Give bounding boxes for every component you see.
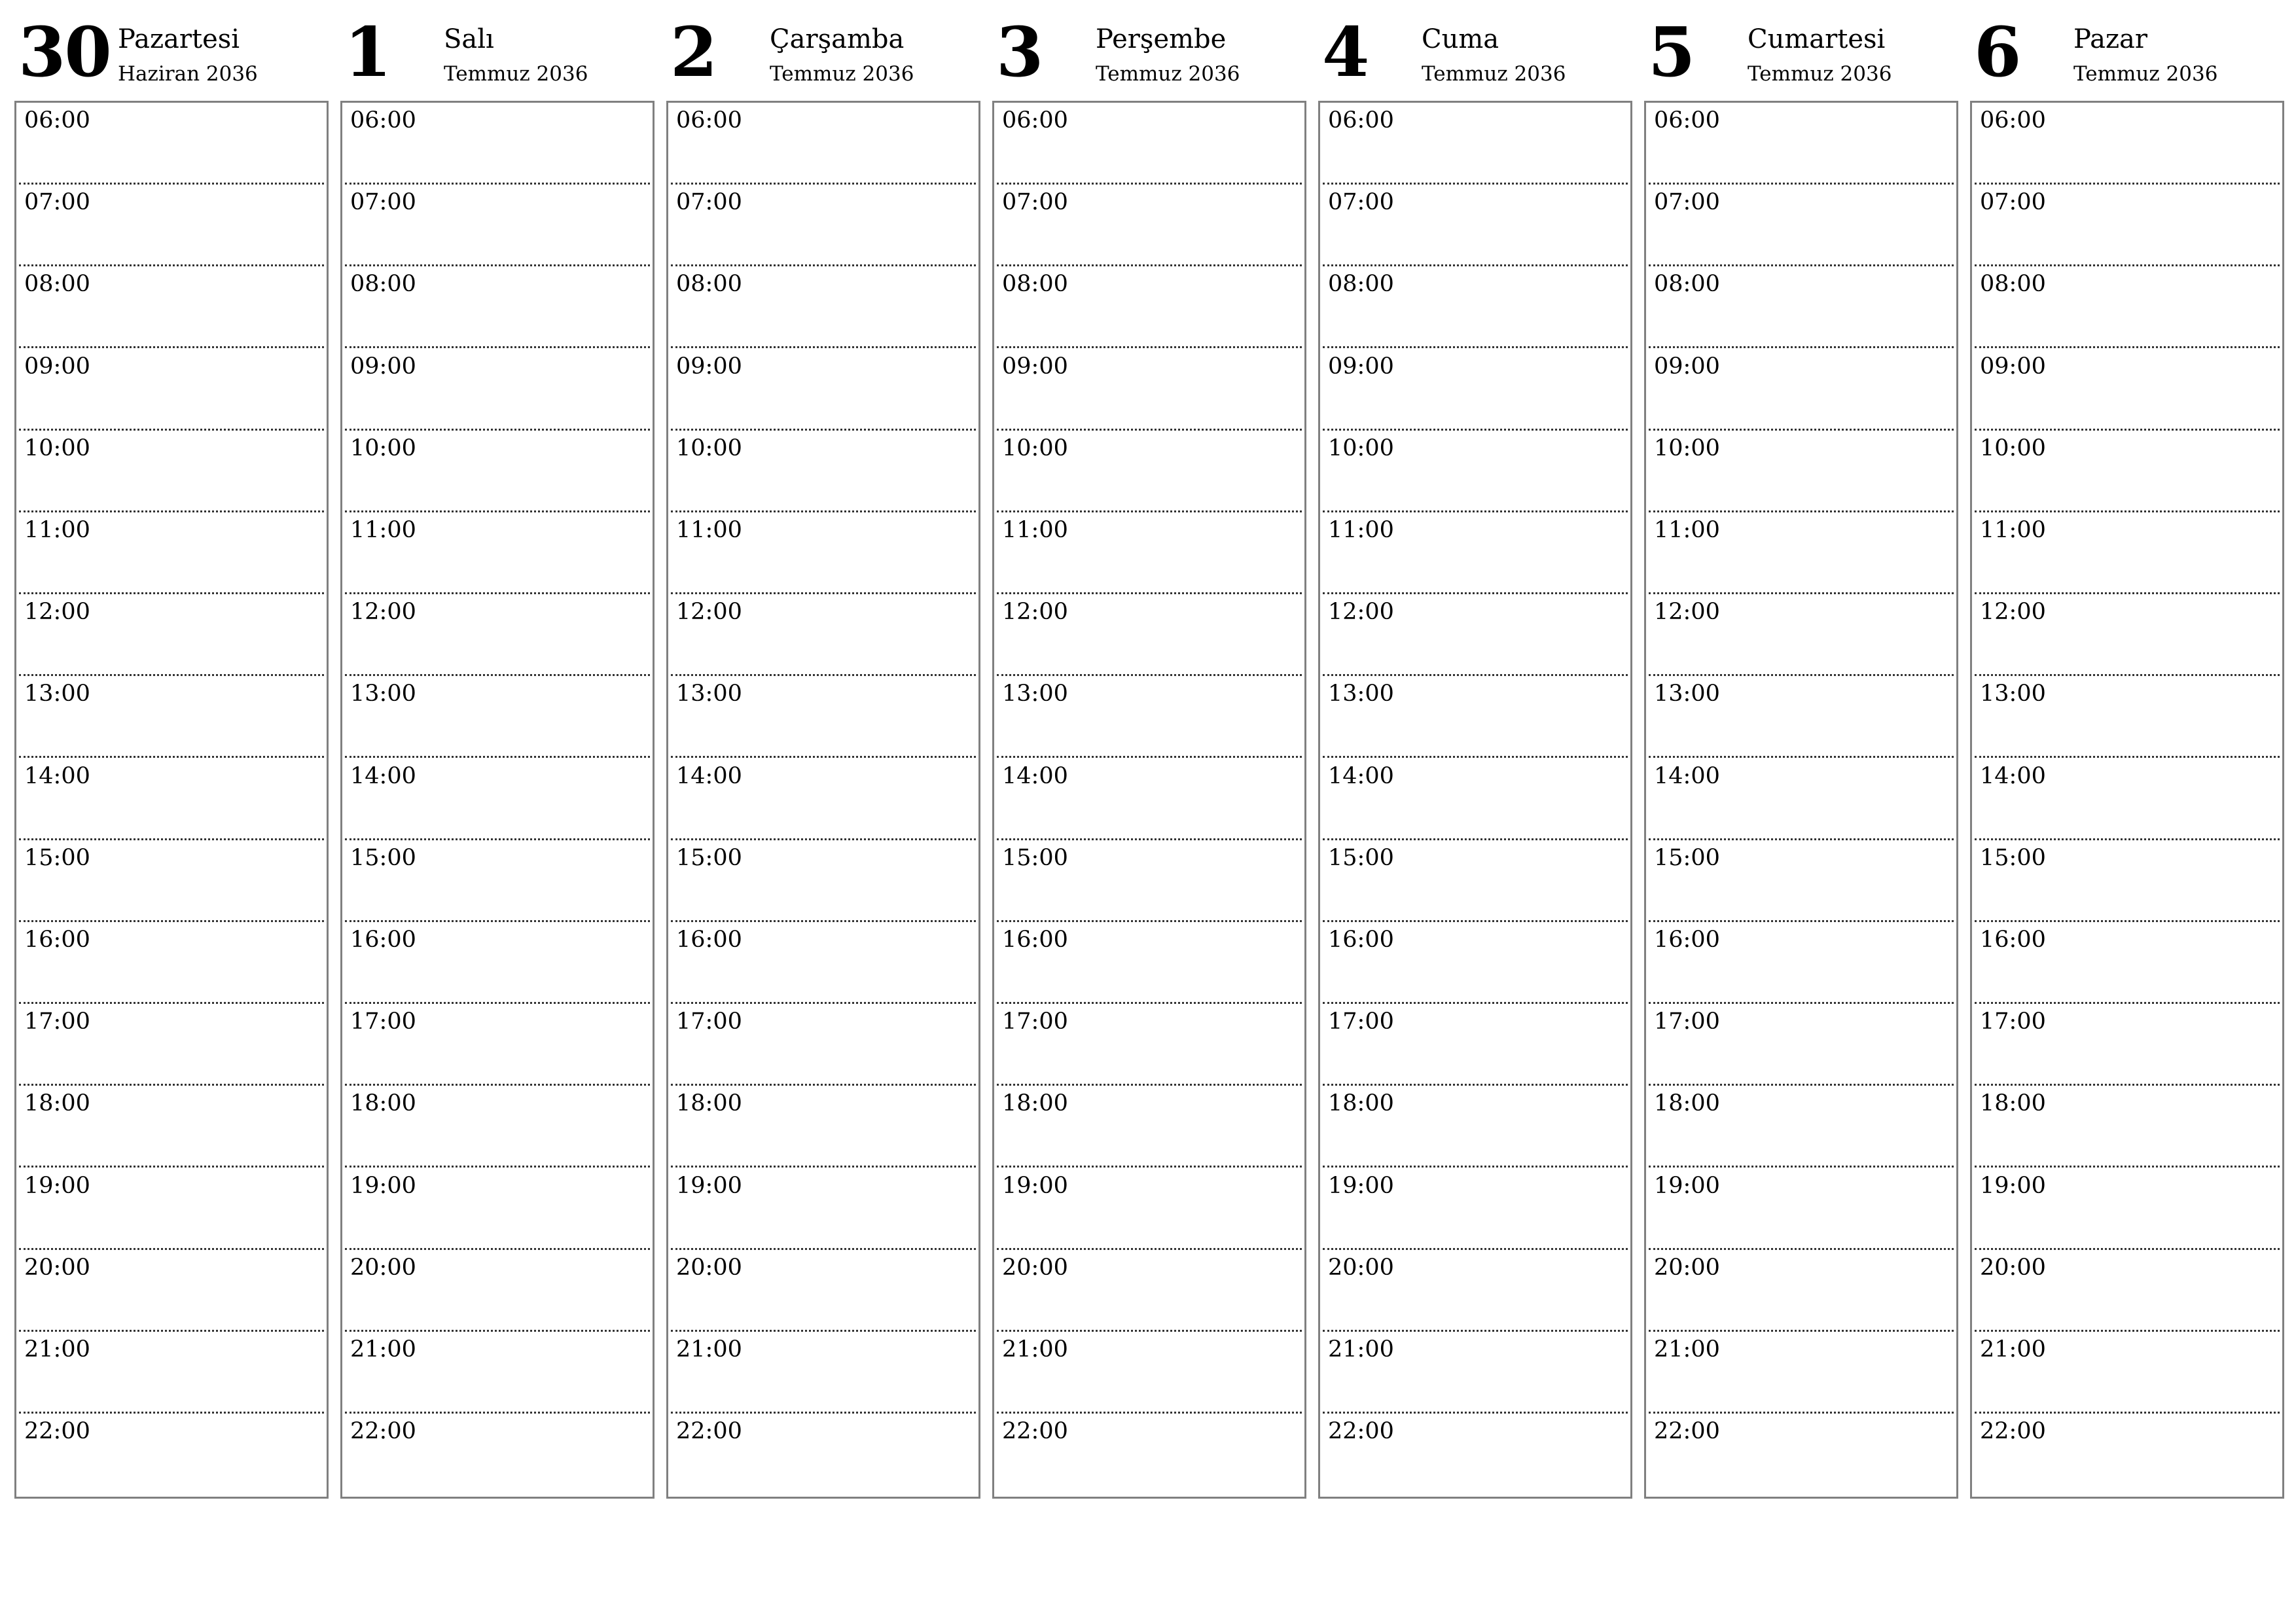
day-month-year: Temmuz 2036 — [1096, 62, 1240, 86]
time-slot[interactable] — [1972, 1004, 2282, 1086]
time-slot[interactable] — [1320, 1168, 1630, 1250]
day-schedule-box — [1644, 101, 1958, 1499]
time-slot[interactable] — [1972, 1332, 2282, 1414]
time-slot[interactable] — [1972, 1414, 2282, 1495]
time-slot[interactable] — [1320, 1004, 1630, 1086]
time-label: 17:00 — [24, 1008, 90, 1035]
time-slot[interactable] — [668, 676, 978, 758]
time-label: 17:00 — [1654, 1008, 1720, 1035]
time-slot[interactable] — [342, 1168, 653, 1250]
time-label: 14:00 — [24, 762, 90, 789]
time-slot[interactable] — [16, 922, 327, 1004]
time-label: 12:00 — [676, 599, 742, 626]
day-name: Cumartesi — [1748, 24, 1886, 54]
time-label: 15:00 — [1654, 844, 1720, 871]
time-slot[interactable] — [16, 1004, 327, 1086]
time-slot[interactable] — [994, 1168, 1304, 1250]
day-column — [340, 0, 653, 1500]
time-label: 06:00 — [24, 107, 90, 134]
time-label: 21:00 — [1002, 1336, 1068, 1363]
time-slot[interactable] — [668, 266, 978, 348]
time-label: 08:00 — [1980, 271, 2046, 298]
time-slot[interactable] — [668, 922, 978, 1004]
time-slot[interactable] — [1646, 922, 1956, 1004]
time-slot[interactable] — [994, 676, 1304, 758]
time-label: 20:00 — [1002, 1254, 1068, 1281]
time-label: 16:00 — [350, 927, 416, 953]
time-label: 22:00 — [350, 1418, 416, 1445]
time-label: 12:00 — [1328, 599, 1394, 626]
time-slot[interactable] — [16, 676, 327, 758]
time-label: 21:00 — [350, 1336, 416, 1363]
day-month-year: Temmuz 2036 — [770, 62, 914, 86]
time-slot[interactable] — [342, 103, 653, 185]
day-column — [1318, 0, 1631, 1500]
day-header — [1970, 0, 2283, 98]
time-slot[interactable] — [1972, 758, 2282, 840]
time-slot[interactable] — [16, 1086, 327, 1168]
time-label: 13:00 — [1328, 681, 1394, 707]
time-slot[interactable] — [1320, 840, 1630, 922]
time-slot[interactable] — [1972, 185, 2282, 266]
time-label: 22:00 — [1654, 1418, 1720, 1445]
time-label: 18:00 — [350, 1090, 416, 1117]
time-slot[interactable] — [668, 1250, 978, 1332]
time-label: 21:00 — [24, 1336, 90, 1363]
day-column — [992, 0, 1305, 1500]
time-label: 19:00 — [1002, 1172, 1068, 1199]
time-slot[interactable] — [1972, 922, 2282, 1004]
time-slot[interactable] — [994, 1086, 1304, 1168]
day-schedule-box — [340, 101, 655, 1499]
time-label: 22:00 — [1328, 1418, 1394, 1445]
time-label: 19:00 — [676, 1172, 742, 1199]
time-label: 16:00 — [24, 927, 90, 953]
time-label: 12:00 — [1002, 599, 1068, 626]
time-label: 13:00 — [1654, 681, 1720, 707]
time-slot[interactable] — [1972, 103, 2282, 185]
time-slot[interactable] — [1972, 349, 2282, 431]
time-slot[interactable] — [16, 1414, 327, 1495]
time-slot[interactable] — [16, 431, 327, 512]
time-label: 08:00 — [1328, 271, 1394, 298]
time-label: 16:00 — [1654, 927, 1720, 953]
day-schedule-box — [14, 101, 329, 1499]
day-name: Perşembe — [1096, 24, 1227, 54]
time-slot[interactable] — [1972, 676, 2282, 758]
time-slot[interactable] — [994, 185, 1304, 266]
time-slot[interactable] — [668, 758, 978, 840]
time-label: 08:00 — [1002, 271, 1068, 298]
day-header — [666, 0, 979, 98]
time-label: 19:00 — [350, 1172, 416, 1199]
time-label: 12:00 — [1980, 599, 2046, 626]
time-slot[interactable] — [342, 512, 653, 594]
time-label: 07:00 — [1654, 189, 1720, 216]
time-label: 14:00 — [1654, 762, 1720, 789]
time-slot[interactable] — [668, 840, 978, 922]
day-column — [14, 0, 327, 1500]
time-label: 06:00 — [1980, 107, 2046, 134]
time-label: 15:00 — [676, 844, 742, 871]
time-slot[interactable] — [668, 1168, 978, 1250]
day-column — [1970, 0, 2283, 1500]
time-slot[interactable] — [1320, 1250, 1630, 1332]
time-slot[interactable] — [668, 1004, 978, 1086]
time-label: 12:00 — [350, 599, 416, 626]
time-slot[interactable] — [342, 676, 653, 758]
day-header — [14, 0, 327, 98]
time-slot[interactable] — [342, 431, 653, 512]
time-label: 18:00 — [1002, 1090, 1068, 1117]
time-slot[interactable] — [1646, 512, 1956, 594]
day-month-year: Haziran 2036 — [118, 62, 258, 86]
time-label: 15:00 — [24, 844, 90, 871]
time-slot[interactable] — [1320, 1086, 1630, 1168]
day-month-year: Temmuz 2036 — [2073, 62, 2218, 86]
time-label: 10:00 — [1654, 435, 1720, 461]
time-slot[interactable] — [1646, 1168, 1956, 1250]
time-label: 06:00 — [1002, 107, 1068, 134]
time-label: 07:00 — [1002, 189, 1068, 216]
time-label: 07:00 — [1980, 189, 2046, 216]
time-slot[interactable] — [1646, 1004, 1956, 1086]
time-label: 07:00 — [24, 189, 90, 216]
time-slot[interactable] — [668, 594, 978, 676]
time-label: 16:00 — [1002, 927, 1068, 953]
time-slot[interactable] — [1972, 1086, 2282, 1168]
day-name: Salı — [444, 24, 494, 54]
time-label: 13:00 — [24, 681, 90, 707]
time-label: 11:00 — [1980, 517, 2046, 543]
time-slot[interactable] — [668, 349, 978, 431]
time-slot[interactable] — [16, 349, 327, 431]
time-slot[interactable] — [1972, 1250, 2282, 1332]
time-slot[interactable] — [1320, 103, 1630, 185]
time-slot[interactable] — [1646, 349, 1956, 431]
time-slot[interactable] — [994, 431, 1304, 512]
time-slot[interactable] — [1646, 1086, 1956, 1168]
time-label: 11:00 — [1328, 517, 1394, 543]
day-name: Pazar — [2073, 24, 2148, 54]
time-slot[interactable] — [1320, 594, 1630, 676]
time-slot[interactable] — [342, 922, 653, 1004]
time-slot[interactable] — [342, 1332, 653, 1414]
time-slot[interactable] — [1972, 512, 2282, 594]
time-slot[interactable] — [1646, 840, 1956, 922]
time-slot[interactable] — [994, 349, 1304, 431]
time-label: 19:00 — [1980, 1172, 2046, 1199]
day-header — [1318, 0, 1631, 98]
time-label: 19:00 — [1654, 1172, 1720, 1199]
time-slot[interactable] — [1646, 758, 1956, 840]
time-slot[interactable] — [342, 349, 653, 431]
time-label: 09:00 — [1980, 353, 2046, 380]
time-label: 15:00 — [1002, 844, 1068, 871]
time-label: 17:00 — [350, 1008, 416, 1035]
time-label: 09:00 — [350, 353, 416, 380]
time-label: 10:00 — [676, 435, 742, 461]
time-slot[interactable] — [668, 1086, 978, 1168]
time-label: 07:00 — [350, 189, 416, 216]
day-number: 6 — [1974, 12, 2020, 92]
time-label: 08:00 — [24, 271, 90, 298]
time-slot[interactable] — [994, 512, 1304, 594]
time-label: 20:00 — [1980, 1254, 2046, 1281]
time-slot[interactable] — [16, 266, 327, 348]
time-label: 14:00 — [1980, 762, 2046, 789]
time-slot[interactable] — [668, 1414, 978, 1495]
day-schedule-box — [666, 101, 980, 1499]
time-slot[interactable] — [668, 431, 978, 512]
time-slot[interactable] — [994, 758, 1304, 840]
time-slot[interactable] — [668, 185, 978, 266]
time-slot[interactable] — [1972, 431, 2282, 512]
time-label: 14:00 — [1002, 762, 1068, 789]
time-label: 10:00 — [24, 435, 90, 461]
time-label: 13:00 — [350, 681, 416, 707]
time-label: 11:00 — [1654, 517, 1720, 543]
time-slot[interactable] — [1646, 1332, 1956, 1414]
day-number: 2 — [670, 12, 717, 92]
time-label: 13:00 — [676, 681, 742, 707]
time-label: 08:00 — [350, 271, 416, 298]
time-slot[interactable] — [1646, 1414, 1956, 1495]
time-slot[interactable] — [16, 1332, 327, 1414]
day-schedule-box — [1970, 101, 2284, 1499]
time-slot[interactable] — [1320, 1332, 1630, 1414]
time-slot[interactable] — [994, 103, 1304, 185]
time-slot[interactable] — [1972, 266, 2282, 348]
time-slot[interactable] — [1646, 103, 1956, 185]
time-slot[interactable] — [994, 922, 1304, 1004]
time-slot[interactable] — [16, 1250, 327, 1332]
time-slot[interactable] — [1646, 1250, 1956, 1332]
time-label: 17:00 — [1980, 1008, 2046, 1035]
time-slot[interactable] — [994, 840, 1304, 922]
time-slot[interactable] — [342, 185, 653, 266]
time-label: 06:00 — [1328, 107, 1394, 134]
time-label: 22:00 — [1002, 1418, 1068, 1445]
time-slot[interactable] — [1972, 594, 2282, 676]
time-slot[interactable] — [342, 840, 653, 922]
time-slot[interactable] — [16, 840, 327, 922]
time-label: 19:00 — [1328, 1172, 1394, 1199]
time-label: 06:00 — [350, 107, 416, 134]
time-label: 07:00 — [676, 189, 742, 216]
time-label: 12:00 — [1654, 599, 1720, 626]
day-number: 5 — [1648, 12, 1695, 92]
time-label: 09:00 — [1002, 353, 1068, 380]
time-label: 18:00 — [676, 1090, 742, 1117]
weekly-planner — [14, 0, 2288, 1505]
time-slot[interactable] — [1972, 1168, 2282, 1250]
time-label: 17:00 — [1002, 1008, 1068, 1035]
time-label: 18:00 — [1328, 1090, 1394, 1117]
time-slot[interactable] — [668, 512, 978, 594]
time-label: 08:00 — [676, 271, 742, 298]
time-label: 14:00 — [676, 762, 742, 789]
day-name: Pazartesi — [118, 24, 240, 54]
time-label: 20:00 — [676, 1254, 742, 1281]
time-slot[interactable] — [1320, 922, 1630, 1004]
time-label: 13:00 — [1980, 681, 2046, 707]
day-name: Cuma — [1422, 24, 1499, 54]
time-slot[interactable] — [994, 1414, 1304, 1495]
time-label: 06:00 — [676, 107, 742, 134]
time-slot[interactable] — [1646, 594, 1956, 676]
time-label: 11:00 — [676, 517, 742, 543]
time-slot[interactable] — [16, 185, 327, 266]
time-slot[interactable] — [994, 1332, 1304, 1414]
time-slot[interactable] — [16, 103, 327, 185]
time-label: 20:00 — [1328, 1254, 1394, 1281]
time-slot[interactable] — [1646, 431, 1956, 512]
time-label: 07:00 — [1328, 189, 1394, 216]
time-label: 17:00 — [1328, 1008, 1394, 1035]
time-slot[interactable] — [668, 1332, 978, 1414]
time-label: 21:00 — [676, 1336, 742, 1363]
time-slot[interactable] — [1320, 185, 1630, 266]
time-label: 22:00 — [676, 1418, 742, 1445]
time-label: 16:00 — [1328, 927, 1394, 953]
time-label: 20:00 — [350, 1254, 416, 1281]
day-name: Çarşamba — [770, 24, 905, 54]
day-header — [1644, 0, 1957, 98]
time-label: 09:00 — [1328, 353, 1394, 380]
time-label: 19:00 — [24, 1172, 90, 1199]
time-label: 11:00 — [350, 517, 416, 543]
time-slot[interactable] — [16, 594, 327, 676]
time-label: 10:00 — [1980, 435, 2046, 461]
time-label: 18:00 — [1980, 1090, 2046, 1117]
day-number: 3 — [996, 12, 1043, 92]
time-slot[interactable] — [994, 1250, 1304, 1332]
time-slot[interactable] — [1646, 676, 1956, 758]
time-slot[interactable] — [342, 594, 653, 676]
time-label: 18:00 — [24, 1090, 90, 1117]
time-slot[interactable] — [994, 266, 1304, 348]
time-slot[interactable] — [668, 103, 978, 185]
time-slot[interactable] — [1646, 266, 1956, 348]
time-label: 06:00 — [1654, 107, 1720, 134]
time-label: 21:00 — [1654, 1336, 1720, 1363]
time-label: 12:00 — [24, 599, 90, 626]
day-month-year: Temmuz 2036 — [444, 62, 588, 86]
time-label: 22:00 — [24, 1418, 90, 1445]
time-slot[interactable] — [16, 1168, 327, 1250]
day-number: 30 — [18, 12, 111, 92]
day-column — [1644, 0, 1957, 1500]
time-label: 20:00 — [1654, 1254, 1720, 1281]
time-label: 09:00 — [24, 353, 90, 380]
time-label: 10:00 — [1002, 435, 1068, 461]
day-number: 4 — [1322, 12, 1369, 92]
time-label: 18:00 — [1654, 1090, 1720, 1117]
time-label: 16:00 — [676, 927, 742, 953]
time-slot[interactable] — [16, 512, 327, 594]
time-slot[interactable] — [1320, 349, 1630, 431]
time-slot[interactable] — [1320, 512, 1630, 594]
time-label: 10:00 — [1328, 435, 1394, 461]
time-slot[interactable] — [1320, 1414, 1630, 1495]
time-label: 15:00 — [1980, 844, 2046, 871]
time-slot[interactable] — [1972, 840, 2282, 922]
time-slot[interactable] — [1320, 266, 1630, 348]
time-label: 22:00 — [1980, 1418, 2046, 1445]
time-label: 09:00 — [1654, 353, 1720, 380]
time-label: 15:00 — [350, 844, 416, 871]
time-slot[interactable] — [1646, 185, 1956, 266]
time-slot[interactable] — [994, 594, 1304, 676]
time-slot[interactable] — [342, 1086, 653, 1168]
time-label: 17:00 — [676, 1008, 742, 1035]
time-label: 08:00 — [1654, 271, 1720, 298]
time-label: 14:00 — [1328, 762, 1394, 789]
day-month-year: Temmuz 2036 — [1748, 62, 1892, 86]
day-month-year: Temmuz 2036 — [1422, 62, 1566, 86]
day-schedule-box — [1318, 101, 1632, 1499]
time-slot[interactable] — [1320, 431, 1630, 512]
time-label: 20:00 — [24, 1254, 90, 1281]
time-slot[interactable] — [342, 1414, 653, 1495]
time-slot[interactable] — [342, 1004, 653, 1086]
day-column — [666, 0, 979, 1500]
time-label: 10:00 — [350, 435, 416, 461]
time-label: 14:00 — [350, 762, 416, 789]
time-slot[interactable] — [342, 758, 653, 840]
time-label: 21:00 — [1328, 1336, 1394, 1363]
day-header — [992, 0, 1305, 98]
time-slot[interactable] — [342, 1250, 653, 1332]
time-label: 16:00 — [1980, 927, 2046, 953]
time-label: 13:00 — [1002, 681, 1068, 707]
time-slot[interactable] — [1320, 676, 1630, 758]
day-number: 1 — [344, 12, 391, 92]
time-slot[interactable] — [16, 758, 327, 840]
time-slot[interactable] — [1320, 758, 1630, 840]
time-label: 11:00 — [1002, 517, 1068, 543]
time-slot[interactable] — [342, 266, 653, 348]
day-header — [340, 0, 653, 98]
time-label: 11:00 — [24, 517, 90, 543]
time-label: 09:00 — [676, 353, 742, 380]
day-schedule-box — [992, 101, 1306, 1499]
time-slot[interactable] — [994, 1004, 1304, 1086]
time-label: 21:00 — [1980, 1336, 2046, 1363]
time-label: 15:00 — [1328, 844, 1394, 871]
